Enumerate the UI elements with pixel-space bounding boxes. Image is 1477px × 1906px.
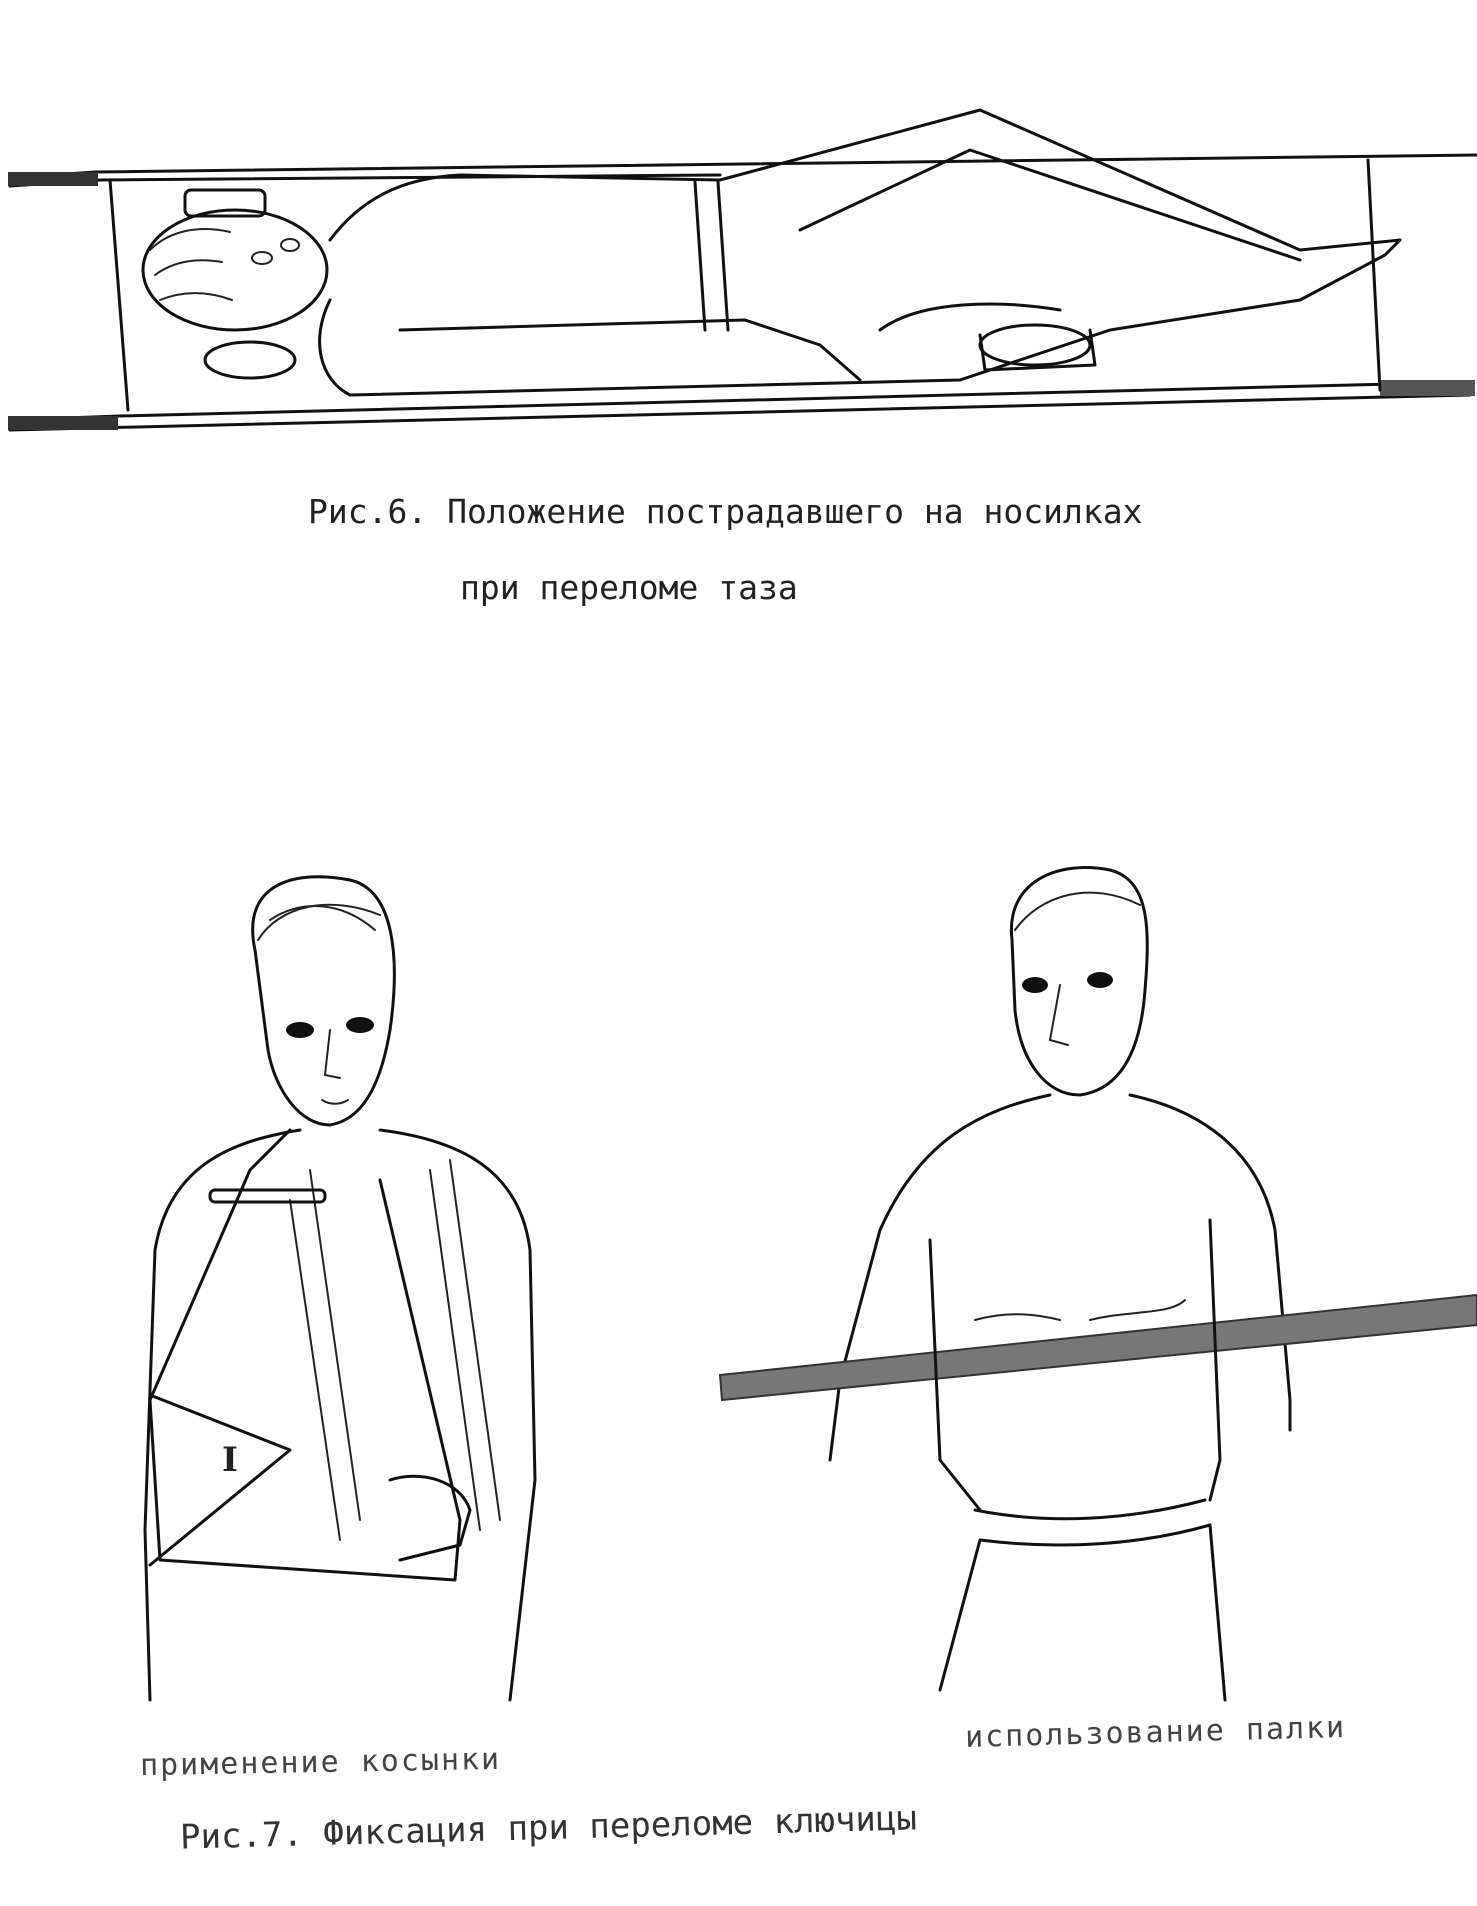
waist-band — [975, 1500, 1205, 1519]
figure7-caption: Рис.7. Фиксация при переломе ключицы — [179, 1798, 918, 1858]
stick-label: использование палки — [964, 1710, 1347, 1755]
figure6-caption-line1: Рис.6. Положение пострадавшего на носилках — [308, 492, 1143, 531]
sling-label: применение косынки — [139, 1741, 502, 1784]
stick — [720, 1295, 1477, 1400]
sling-mark-label: I — [222, 1440, 238, 1480]
figure6-caption-line2: при переломе таза — [460, 568, 798, 607]
